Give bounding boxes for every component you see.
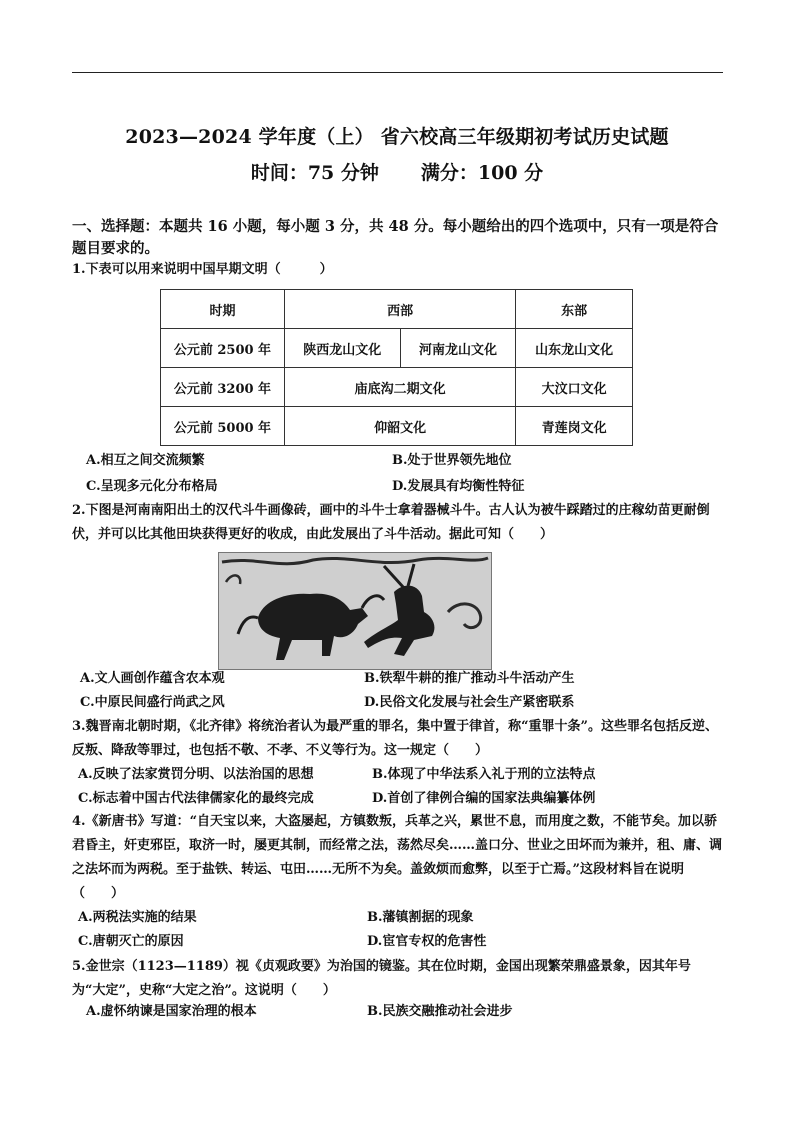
table-header-cell: 时期 [161,290,285,329]
table-cell: 河南龙山文化 [400,329,516,368]
q1-option-a[interactable]: A.相互之间交流频繁 [86,453,205,468]
q1-option-c[interactable]: C.呈现多元化分布格局 [86,479,218,494]
q3-option-c[interactable]: C.标志着中国古代法律儒家化的最终完成 [78,791,314,806]
table-cell: 山东龙山文化 [516,329,633,368]
table-row [161,368,633,407]
q2-option-a[interactable]: A.文人画创作蕴含农本观 [80,671,225,686]
q4-option-d[interactable]: D.宦官专权的危害性 [367,934,487,949]
q2-option-c[interactable]: C.中原民间盛行尚武之风 [80,695,225,710]
q1-option-d[interactable]: D.发展具有均衡性特征 [392,479,525,494]
question-1-stem: 1.下表可以用来说明中国早期文明（ ） [72,262,333,277]
table-header-cell: 西部 [284,290,515,329]
table-cell: 大汶口文化 [516,368,633,407]
table-cell: 公元前 2500 年 [161,329,285,368]
q3-option-b[interactable]: B.体现了中华法系入礼于刑的立法特点 [372,767,596,782]
header-rule [72,72,723,73]
table-row [161,329,633,368]
q5-option-a[interactable]: A.虚怀纳谏是国家治理的根本 [86,1004,257,1019]
question-3-stem: 3.魏晋南北朝时期，《北齐律》将统治者认为最严重的罪名，集中置于律首，称“重罪十条”。这些罪名包括反逆、反叛、降敌等罪过，也包括不敬、不孝、不义等行为。这一规定（ ） [72,719,719,758]
q3-option-d[interactable]: D.首创了律例合编的国家法典编纂体例 [372,791,596,806]
q4-option-c[interactable]: C.唐朝灭亡的原因 [78,934,184,949]
full-score: 满分：100 分 [420,162,544,184]
table-header-cell: 东部 [516,290,633,329]
q3-option-a[interactable]: A.反映了法家赏罚分明、以法治国的思想 [78,767,314,782]
culture-table [160,289,633,446]
table-cell: 青莲岗文化 [516,407,633,446]
q2-option-d[interactable]: D.民俗文化发展与社会生产紧密联系 [364,695,575,710]
time-limit: 时间：75 分钟 [250,162,379,184]
exam-title: 2023—2024 学年度（上） 省六校高三年级期初考试历史试题 [125,126,669,148]
q4-option-b[interactable]: B.藩镇割据的现象 [367,910,474,925]
question-5-stem: 5.金世宗（1123—1189）视《贞观政要》为治国的镜鉴。其在位时期，金国出现繁荣鼎盛景象，因其年号为“大定”，史称“大定之治”。这说明（ ） [72,959,691,998]
question-4-stem: 4.《新唐书》写道：“自天宝以来，大盗屡起，方镇数叛，兵革之兴，累世不息，而用度之数，不能节矣。加以骄君昏主，奸吏邪臣，取济一时，屡更其制，而经常之法，荡然尽矣……盖口分、世业之田坏而为兼并，租、庸、调之法坏而为两税。至于盐铁、转运、屯田……无所不为矣。盖敛烦而愈弊，以至于亡焉。”这段材料旨在说明（ ） [72,814,723,901]
table-header-row [161,290,633,329]
exam-subtitle [0,158,794,185]
question-2-stem: 2.下图是河南南阳出土的汉代斗牛画像砖，画中的斗牛士拿着器械斗牛。古人认为被牛踩踏过的庄稼幼苗更耐倒伏，并可以比其他田块获得更好的收成，由此发展出了斗牛活动。据此可知（ ） [72,503,710,542]
bullfight-brick-rubbing-image [218,552,492,670]
table-cell: 庙底沟二期文化 [284,368,515,407]
q4-option-a[interactable]: A.两税法实施的结果 [78,910,197,925]
table-cell: 公元前 3200 年 [161,368,285,407]
table-cell: 陕西龙山文化 [284,329,400,368]
q1-option-b[interactable]: B.处于世界领先地位 [392,453,512,468]
q5-option-b[interactable]: B.民族交融推动社会进步 [367,1004,513,1019]
table-cell: 公元前 5000 年 [161,407,285,446]
table-row [161,407,633,446]
q2-option-b[interactable]: B.铁犁牛耕的推广推动斗牛活动产生 [364,671,575,686]
section-instructions: 一、选择题：本题共 16 小题，每小题 3 分，共 48 分。每小题给出的四个选项中，只有一项是符合题目要求的。 [72,218,719,257]
table-cell: 仰韶文化 [284,407,515,446]
